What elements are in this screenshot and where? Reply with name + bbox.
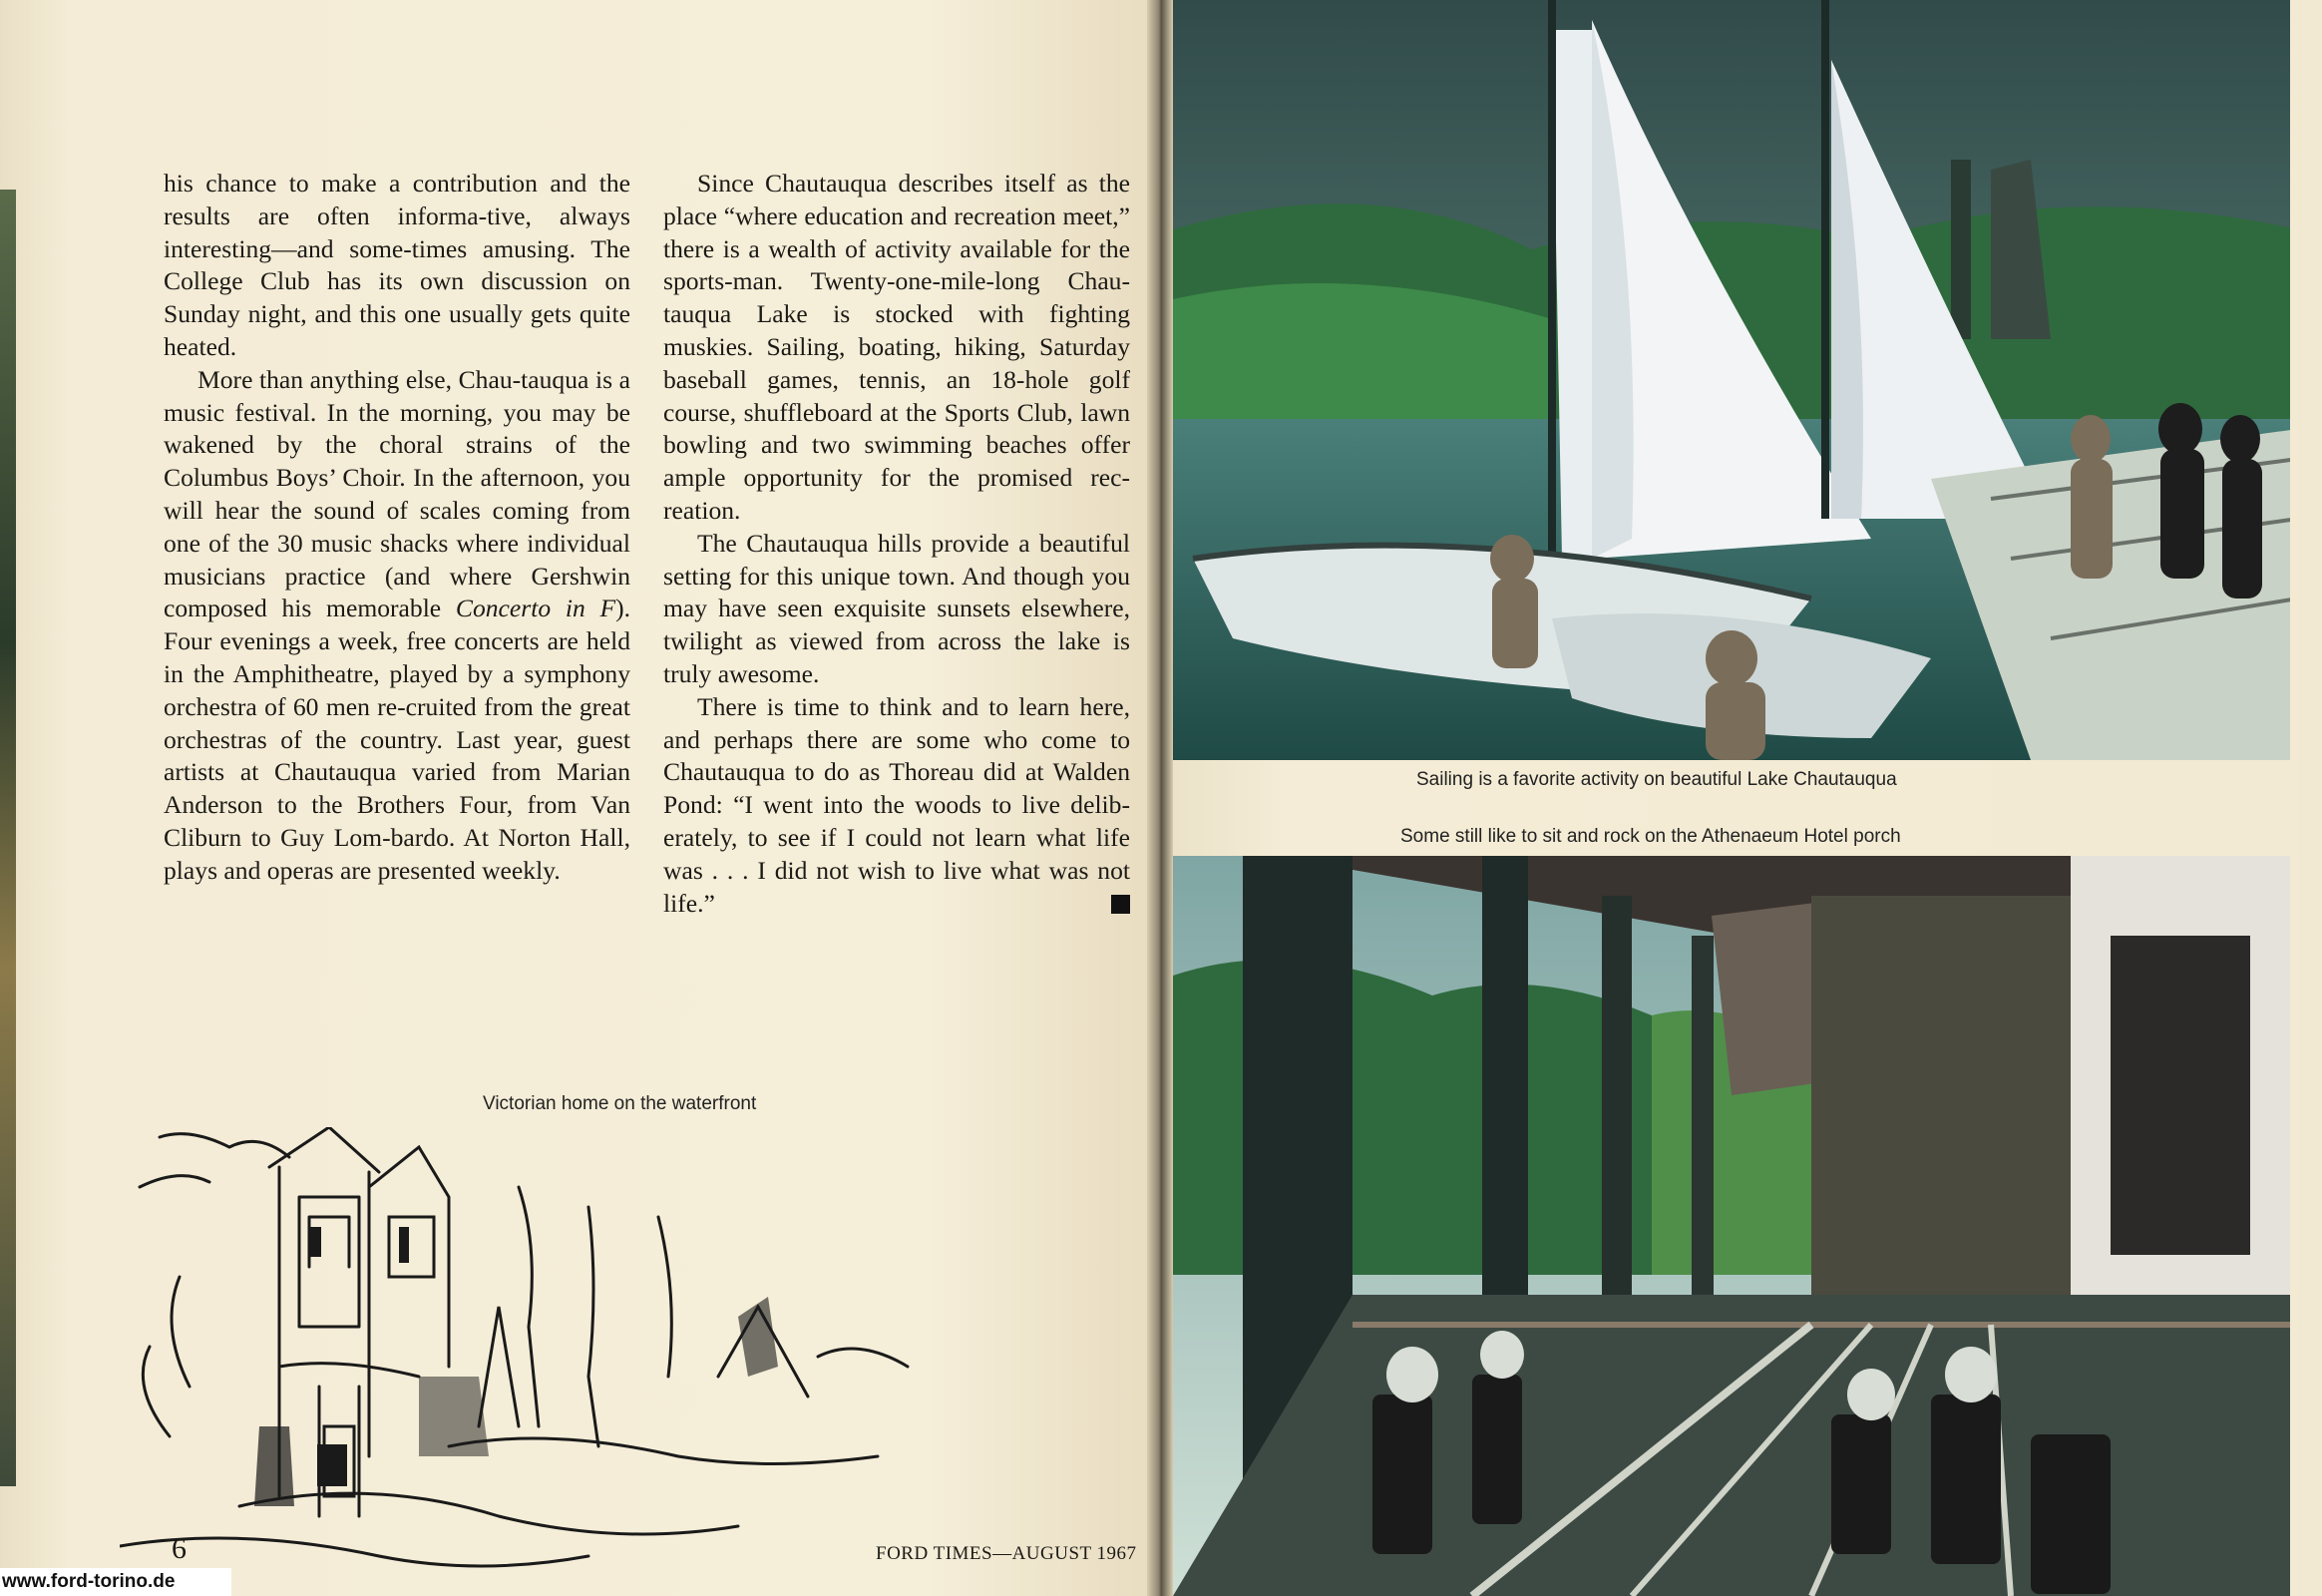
paragraph: his chance to make a contribution and the results are often informa-tive, always interesting—and some-times amusing. The College Club has its own discussion on Sunday night, and this one usually gets quite heated.: [164, 169, 630, 361]
italic-title: Concerto in F: [455, 594, 616, 623]
sailing-painting: [1173, 0, 2298, 760]
paragraph: Since Chautauqua describes itself as the place “where education and recreation meet,” there is a wealth of activity available for the sports-man. Twenty-one-mile-long Chau-tauqua Lake is stocked with fighting muskies. Sailing, boating, hiking, Saturday baseball games, tennis, an 18-hole golf course, shuffleboard at the Sports Club, lawn bowling and two swimming beaches offer ample opportunity for the promised rec-reation.: [663, 169, 1130, 525]
paragraph: [164, 364, 630, 888]
watermark: www.ford-torino.de: [0, 1568, 231, 1596]
paragraph-text: More than anything else, Chau-tauqua is a music festival. In the morning, you may be wakened by the choral strains of the Columbus Boys’ Choir. In the afternoon, you will hear the sound of scales coming from one of the 30 music shacks where individual musicians practice (and where Gershwin composed his memorable: [164, 364, 630, 623]
caption-porch: Some still like to sit and rock on the Athenaeum Hotel porch: [1400, 826, 1901, 847]
text-column-left: [164, 168, 630, 888]
paragraph-text: There is time to think and to learn here, and perhaps there are some who come to Chautauqua to do as Thoreau did at Walden Pond: “I went into the woods to live delib-erately, to see if I could not learn what life was . . . I did not wish to live what was not life.”: [663, 691, 1130, 918]
paragraph: The Chautauqua hills provide a beautiful setting for this unique town. And though you may have seen exquisite sunsets elsewhere, twilight as viewed from across the lake is truly awesome.: [663, 528, 1130, 688]
page-number: 6: [172, 1532, 187, 1565]
previous-page-edge: [0, 190, 16, 1486]
end-of-article-mark: [1111, 895, 1130, 914]
sketch-caption: Victorian home on the waterfront: [483, 1093, 757, 1114]
left-page: [0, 0, 1157, 1596]
victorian-home-sketch: [120, 1127, 918, 1596]
text-column-right: [663, 168, 1130, 920]
caption-sailing: Sailing is a favorite activity on beautiful Lake Chautauqua: [1416, 769, 1897, 790]
paragraph: [663, 691, 1130, 921]
running-footer: FORD TIMES—AUGUST 1967: [876, 1543, 1137, 1564]
paragraph-text: ). Four evenings a week, free concerts are held in the Amphitheatre, played by a symphony orchestra of 60 men re-cruited from the great orchestras of the country. Last year, guest artists at Chautauqua varied from Marian Anderson to the Brothers Four, from Van Cliburn to Guy Lom-bardo. At Norton Hall, plays and operas are presented weekly.: [164, 594, 630, 885]
porch-painting: [1173, 856, 2298, 1596]
page-right-margin: [2298, 0, 2322, 1596]
book-gutter: [1147, 0, 1173, 1596]
